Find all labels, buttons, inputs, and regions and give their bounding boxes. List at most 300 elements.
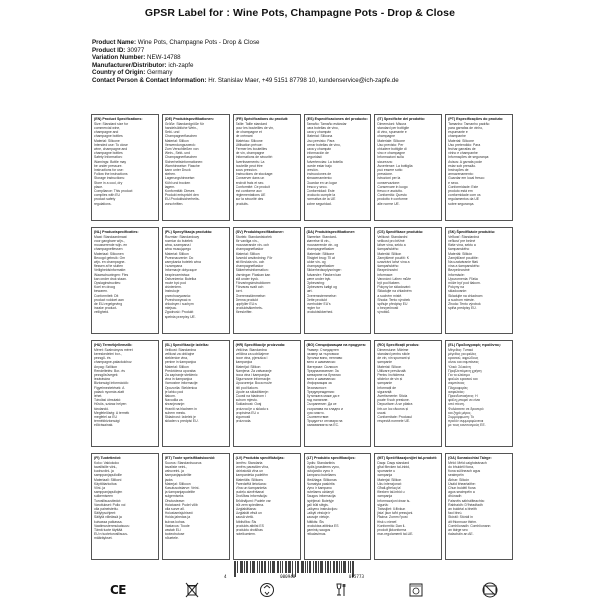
language-box (162, 227, 230, 334)
language-box-line: šampano buteliams (306, 473, 336, 478)
language-box-heading: (RO) Specificații produs: (377, 343, 420, 347)
barcode-bar (310, 561, 311, 573)
language-box-line: šampanjapudelite (164, 473, 192, 478)
language-box-line: Materiaali: Silikoni (94, 477, 122, 482)
language-box-line: pudeļu aizvēršanai (235, 490, 264, 495)
language-box-line: sigurtà: (377, 502, 389, 507)
language-box-line: под налягане. (306, 398, 329, 403)
language-box-line: faoi bhrú. (448, 511, 463, 516)
language-box-line: Conformiteit: Dit (94, 293, 119, 298)
language-box-line: Kasutusotstarve: Veini- (164, 486, 200, 491)
language-box-line: Guardar en un lugar (306, 180, 337, 185)
language-box-line: olla surve all. (164, 507, 185, 512)
barcode-bar (307, 561, 308, 573)
language-box-line: agus seaimpéin a (448, 490, 475, 495)
language-box-line: Ábhar: Silicón (448, 477, 470, 482)
language-box-line: Material: Silicone (94, 138, 120, 143)
language-box-line: presión. (306, 168, 319, 173)
language-box-line: Storage instructions: (94, 176, 125, 181)
language-box-line: бутилки вино, пенливо (306, 356, 343, 361)
barcode-bar (240, 561, 241, 573)
language-box-line: an buidéal a bheith (448, 507, 477, 512)
language-box-line: Follow the instructions (94, 172, 128, 177)
language-box-line: velikost za običajne (164, 352, 195, 356)
language-box-line: produktas atitinka ES (306, 523, 339, 528)
language-box-line: megfelel az EU (94, 415, 117, 420)
language-box-line: Φυλάσσετε σε δροσερό (448, 406, 484, 411)
language-box-line: olla paineistettu. (94, 507, 119, 512)
language-box (374, 227, 442, 334)
language-box-line: shranjevanje: (164, 402, 185, 407)
barcode-bar (320, 561, 321, 573)
language-box-line: Varování: Láhev může (377, 276, 412, 281)
language-box-line: Informazzjoni dwar is- (377, 498, 411, 503)
language-box-line: Depozitare: A se păstra (377, 402, 413, 407)
language-box-line: Informazioni sulla (377, 155, 404, 160)
language-box-line: wina, szampana i (164, 243, 192, 248)
language-box-line: Съответствие: (306, 415, 330, 420)
language-box-line: Varnostne informacije: (164, 381, 199, 386)
barcode-bar (270, 561, 271, 573)
language-box-line: réglementations UE (235, 193, 266, 198)
barcode-bar (237, 561, 238, 573)
language-box-line: para botellas de vino, (306, 126, 339, 130)
language-box-line: chiudere bottiglie di (377, 147, 407, 152)
language-box-line: Informacje dotyczące (164, 268, 197, 273)
barcode-bar (321, 561, 322, 573)
language-box-line: Størrelse: Standard- (306, 234, 338, 239)
language-box-line: Velikost: Standardna (164, 347, 196, 352)
language-box-line: Pentru închiderea (377, 373, 405, 378)
language-box-line: kuivas kohas. (164, 519, 186, 524)
language-box-line: tavallisille viini-, (94, 465, 118, 469)
language-box-line: και ξηρό μέρος. (448, 410, 472, 415)
language-box-line: сухо място. (306, 410, 325, 415)
language-box-line: Ohutusteave: (164, 498, 185, 503)
barcode-bar (254, 561, 255, 573)
language-box-heading: (FR) Spécifications du produit: (235, 117, 289, 121)
info-value: Germany (147, 69, 173, 77)
language-box-line: chłodnym i suchym (164, 302, 194, 307)
barcode-digit-group: 000948 (280, 574, 296, 579)
language-box-line: Velikost: Standardní (377, 234, 408, 239)
language-box-heading: (EN) Product Specifications: (94, 117, 143, 121)
language-box-line: veľkosť pre bežné (448, 239, 476, 243)
product-info (92, 39, 512, 85)
language-box-line: Shoda: Tento výrobek (377, 297, 411, 302)
barcode-bar (297, 561, 298, 573)
barcode-bar (262, 561, 263, 573)
language-box (233, 114, 301, 221)
language-box-line: Uso previsto: Para (306, 138, 335, 143)
info-value: Wine Pots, Champagne Pots - Drop & Close (137, 39, 260, 46)
language-box-line: att försluta vin- och (235, 260, 265, 265)
language-box-heading: (DA) Produktspecifikationer: (306, 230, 356, 234)
language-box-line: Koko: Vakiokoko (94, 460, 120, 465)
language-box-line: dhúnadh (448, 494, 462, 499)
language-box-line: sticlelor de vin și (377, 377, 403, 382)
language-box-line: Sicherheitsinformationen: (164, 159, 204, 164)
language-box-line: sausoje vietoje. (306, 515, 330, 520)
language-box-line: Drošības informācija: (235, 494, 268, 499)
language-box-line: torrt. (235, 289, 243, 294)
ce-mark-text: CE (109, 583, 126, 597)
language-box-line: Opslaginstructies: (94, 281, 121, 286)
barcode-bar (289, 561, 290, 573)
language-box (91, 114, 159, 221)
language-box-line: normativa de la UE (306, 197, 336, 202)
info-value: NEW-14788 (147, 54, 181, 62)
language-box-line: fechar garrafas de (448, 147, 476, 152)
language-box-line: Бутилката може да е (306, 394, 340, 399)
language-box-line: Materjal: Silikon (377, 477, 402, 482)
language-box-line: estar sob pressão. (448, 163, 477, 168)
language-box-line: Conserver dans un (235, 176, 265, 181)
language-box-line: Użu intenzjonat: (377, 481, 402, 486)
language-box (445, 227, 513, 334)
language-box-line: Upozorenja: Boca može (235, 381, 272, 386)
language-box-line: Įspėjimai: Butelyje (306, 498, 334, 503)
weee-bin-icon (167, 582, 217, 598)
language-box-line: noteikumiem. (235, 532, 256, 537)
language-box-line: Información de (306, 151, 329, 156)
language-box-line: Upozornenia: Fľaša (448, 276, 478, 281)
language-box-line: samppanjapullojen (94, 490, 123, 495)
language-box-line: proizvod je u skladu s (235, 406, 269, 411)
language-box-line: Stóráil: Stóráil in (448, 515, 473, 520)
language-box-heading: (PL) Specyfikacja produktu: (164, 230, 213, 234)
language-box-line: fíona súilíneach agus (448, 469, 481, 474)
language-box-heading: (HR) Specifikacije proizvoda: (235, 343, 286, 347)
language-box-line: Conformità: Questo (377, 193, 407, 198)
language-box-line: Materiāls: Silikons (235, 477, 263, 482)
barcode-bar (303, 561, 304, 573)
language-box-line: Размер: Стандартен (306, 347, 339, 352)
language-box-line: produktsikkerhed. (306, 310, 334, 315)
language-box-line: regulations. (94, 201, 112, 206)
barcode-bar (330, 561, 331, 573)
language-box-line: Taille: Taille standard (235, 121, 268, 126)
language-box-line: Hoiustamisjuhised: (164, 511, 194, 516)
barcode-bar (313, 561, 314, 573)
barcode-bar (302, 561, 303, 573)
language-box-line: Съхранение: Да се (306, 402, 337, 407)
language-box-line: Materiaal: Siliconen (94, 251, 124, 256)
language-box-line: Laikymo instrukcijos: (306, 507, 338, 512)
language-box-line: Advarsler: Flasken kan (306, 272, 341, 277)
language-box (445, 340, 513, 447)
barcode-bar (253, 561, 254, 573)
language-box-line: Sukladnost: Ovaj (235, 402, 262, 407)
language-box-line: Storlek: Standardstorlek (235, 234, 272, 239)
language-box-line: kereskedelmi bor-, (94, 352, 122, 356)
language-box-line: Informações de segurança: (448, 155, 490, 160)
language-box-line: kan onder druk staan. (94, 276, 127, 281)
language-box-line: informácie: (448, 272, 465, 277)
info-row (92, 69, 512, 77)
language-box-line: Uzglabāšana: (235, 507, 257, 512)
language-box-line: вино и шампанско (306, 377, 336, 382)
barcode-bar (259, 561, 260, 573)
barcode-bar (343, 561, 344, 573)
language-box-line: Opbevares køligt og (306, 285, 337, 290)
language-box-line: Predvidena uporaba: (164, 368, 197, 373)
language-box-line: stehen. (164, 172, 176, 177)
language-box-line: sur la sécurité des (235, 197, 264, 202)
language-box-line: siguranță: (377, 389, 393, 394)
language-box-line: lezárására (94, 377, 110, 382)
language-box-line: Kühl und trocken (164, 180, 191, 185)
barcode-bar (334, 561, 335, 573)
language-box-heading: (ET) Toote spetsifikatsioonid: (164, 456, 216, 460)
language-box-line: tlakom. (164, 394, 176, 399)
language-box-line: regulamentos da UE (448, 197, 480, 202)
language-box-line: Upute za skladištenje: (235, 389, 269, 394)
language-box-line: Προειδοποιήσεις: Η (448, 394, 478, 399)
language-box-line: może być pod (164, 281, 186, 286)
language-box-line: be under pressure. (94, 163, 123, 168)
language-box-line: Konformität: Dieses (164, 189, 195, 194)
language-box-line: Varningar: Flaskan kan (235, 272, 271, 277)
language-box-line: șampanie (377, 381, 393, 386)
language-box-line: lagern. (164, 184, 176, 189)
language-box-line: boca vina i šampanjca (235, 373, 270, 378)
language-box (445, 114, 513, 221)
language-box-line: Instrukcje (164, 289, 180, 294)
barcode-bar (277, 561, 278, 573)
language-box-line: Brīdinājumi: Pudele var (235, 498, 271, 503)
language-box-line: buteliams uždaryti (306, 490, 334, 495)
language-box-line: samppanjapulloille (94, 473, 122, 478)
language-box-heading: (SK) Špecifikácie produktu: (448, 230, 496, 234)
language-box (233, 453, 301, 560)
language-box-line: wijn- en champagne- (94, 260, 126, 265)
barcode-digits (224, 574, 364, 579)
language-box-line: mousserende wijn- en (94, 243, 128, 248)
language-box-line: Čuvati na hladnom i (235, 394, 266, 399)
language-box-line: Avsedd användning: För (235, 255, 273, 260)
language-box-line: Продуктът отговаря на (306, 419, 343, 424)
barcode-bar (280, 561, 281, 573)
barcode-bar (261, 561, 262, 573)
barcode-bar (341, 561, 342, 573)
barcode-bar (327, 561, 328, 573)
language-box-line: commercial wine, (94, 126, 121, 130)
language-box-line: Overensstemmelse: (306, 293, 337, 298)
language-box-line: Dimensiune: Mărime (377, 347, 409, 352)
language-box-heading: (FI) Tuotetiedot: (94, 456, 122, 460)
language-box (233, 340, 301, 447)
barcode-bar (339, 561, 340, 573)
language-box-line: vahuveini- ja (164, 469, 184, 474)
language-box-line: áit fhionnuar thirim. (448, 519, 477, 524)
language-box-line: Rabhaidh: D'fhéadfadh (448, 502, 483, 507)
language-box-line: Instructions for use: (94, 168, 124, 173)
language-box-line: gaminių saugos (306, 528, 331, 533)
language-box-line: seguridad: (306, 155, 323, 160)
recycle-icon (242, 582, 292, 598)
language-box-line: standard pentru sticle (377, 352, 410, 356)
barcode-bar (316, 561, 317, 573)
language-box-line: e seco. (448, 180, 460, 185)
language-box-line: Anyag: Szilikon (94, 364, 118, 369)
language-box-line: sobre seguridad. (306, 201, 332, 206)
language-box-line: Dimensioni: Misura (377, 121, 407, 126)
language-box-line: kuohuviini- ja (94, 469, 114, 474)
language-box-line: cava y champán (306, 130, 332, 135)
barcode-bar (273, 561, 274, 573)
language-box-line: sigurnosti (235, 415, 251, 420)
language-box-line: jista' jkun taħt pressjoni. (377, 511, 414, 516)
language-box-line: Atbilstība: Šis (235, 519, 257, 524)
language-box-line: προϊόν συμμορφώνεται (448, 419, 484, 424)
barcode-bar (268, 561, 269, 573)
language-box-line: produkts atbilst ES (235, 523, 264, 528)
language-box-line: fliexken tal-inbid u (377, 490, 405, 495)
barcode-bar (286, 561, 287, 573)
barcode-bar (350, 561, 351, 573)
language-box-line: wina musującego (164, 247, 192, 252)
language-box-line: Biztonsági információk: (94, 381, 129, 386)
language-box-heading: (MT) Speċifikazzjonijiet tal-prodott: (377, 456, 438, 460)
info-row (92, 47, 512, 55)
language-box-line: Produkt entspricht den (164, 193, 199, 198)
info-value: Hr. Stanislav Maer, +49 5151 87798 10, kundenservice@ich-zapfe.de (208, 76, 399, 84)
language-box-line: størrelse til vin-, (306, 239, 331, 243)
language-box-line: reikalavimus. (306, 532, 327, 537)
language-box-line: Paredzētā lietošana: (235, 481, 267, 486)
language-box-line: være under tryk. (306, 276, 332, 281)
info-label: Country of Origin: (92, 69, 146, 77)
language-box-line: Vaatimustenmukaisuus: (94, 523, 130, 528)
language-box-line: Conformité: Ce produit (235, 184, 270, 189)
barcode-bar (274, 561, 275, 573)
language-box-line: champagne bottles (94, 134, 123, 139)
language-box-line: Material: Silikon (235, 251, 260, 256)
language-box-line: prodotto è conforme (377, 197, 408, 202)
barcode-bar (337, 561, 338, 573)
language-box-line: EU-Produktsicherheits- (164, 197, 200, 202)
language-box-line: lehet. (94, 394, 103, 399)
language-box-line: spĺňa predpisy EÚ. (448, 306, 477, 311)
language-box-line: Beoogd gebruik: Om (94, 255, 126, 260)
language-box-line: Konformità: Dan il- (377, 523, 406, 528)
barcode-bar (345, 561, 346, 573)
language-box-line: pezsgő- és (94, 356, 111, 361)
language-box-heading: (HU) Termékjellemzők: (94, 343, 133, 347)
barcode-bar (265, 561, 266, 573)
language-box-line: Veiligheidsinformatie: (94, 268, 127, 273)
language-box-line: Materiale: Silikone (306, 251, 335, 256)
language-box-line: penine in šampanjca (164, 360, 196, 365)
language-box-heading: (NL) Productspecificaties: (94, 230, 139, 234)
language-box-line: bewaren. (94, 289, 108, 294)
language-box-line: šampanjca (235, 360, 253, 365)
language-box-line: endroit frais et sec. (235, 180, 265, 185)
language-box-heading: (IT) Specifiche del prodotto: (377, 117, 426, 121)
language-box-line: produktu drošības (235, 528, 263, 533)
language-box-line: Fermer les bouteilles (235, 147, 268, 152)
language-box-line: palack nyomás alatt (94, 389, 124, 394)
language-box-line: veiligheid. (94, 310, 110, 315)
language-box-line: Materiał: Silikon (164, 251, 189, 256)
language-box-line: Για το κλείσιμο (448, 373, 470, 378)
barcode-bar (247, 561, 248, 573)
language-box-line: tørt. (306, 289, 313, 294)
language-box-line: Hűvös, száraz helyen (94, 402, 127, 407)
language-box-line: Предупреждения: (306, 389, 335, 394)
language-box-line: Säilytysohjeet: (94, 511, 116, 516)
language-box-line: Vīna un šampanieša (235, 486, 267, 491)
language-box-line: zamykania butelek wina (164, 260, 201, 265)
barcode-digit-group: 4 (224, 574, 227, 579)
language-box-line: Méid: Méid caighdeánach (448, 460, 487, 465)
language-box-line: produktsäkerhets- (235, 306, 263, 311)
language-box-line: φιαλών κρασιού και (448, 377, 478, 382)
info-label: Manufacturer/Distributor: (92, 61, 167, 69)
language-box-line: Megfelelőség: A termék (94, 410, 130, 415)
language-box-line: sobre segurança. (448, 201, 475, 206)
language-box-line: voor gangbare wijn-, (94, 239, 125, 243)
language-box-line: sausā vietā. (235, 515, 254, 520)
language-box-line: propisima EU o (235, 410, 259, 415)
language-box-line: Waarschuwingen: Fles (94, 272, 129, 277)
language-box-line: Store in a cool, dry (94, 180, 123, 185)
info-row (92, 77, 512, 85)
language-box-line: champagneflaskor (235, 247, 264, 252)
compliance-symbols (93, 582, 515, 598)
language-box-line: Maat: Standaardmaat (94, 234, 127, 239)
barcode-bar (242, 561, 243, 573)
language-box-line: vorschriften. (164, 201, 184, 206)
barcode-bar (328, 561, 329, 573)
language-box-line: biti pod tlakom. (235, 385, 259, 390)
language-box-line: Suurus: Standardsuurus (164, 460, 202, 465)
language-box-line: Conformidad: Este (306, 189, 335, 194)
language-box (91, 453, 159, 560)
language-box-heading: (BG) Спецификации на продукта: (306, 343, 367, 347)
language-box-line: product safety (94, 197, 116, 202)
language-box-line: Materjal: Silikoon (164, 481, 191, 486)
language-box-line: conservazione: (377, 180, 401, 185)
language-box-line: Zhoda: Tento výrobok (448, 302, 481, 307)
language-box-line: place. (94, 184, 104, 189)
language-box-line: Na uzatváranie fliaš (448, 260, 478, 265)
language-box-line: Méret: Szabványos méret (94, 347, 133, 352)
language-box-line: Överensstämmelse: (235, 293, 266, 298)
barcode-bar (305, 561, 306, 573)
language-box-line: sulgemiseks (164, 494, 184, 499)
language-box-line: Champagnerflaschen (164, 134, 198, 139)
language-box-line: Verwendungszweck: (164, 142, 196, 147)
language-box-line: Uso previsto: Per (377, 142, 404, 147)
language-box-heading: (PT) Especificações do produto: (448, 117, 504, 121)
language-box-line: Skladnost: Izdelek je (164, 415, 196, 420)
language-box-line: ja šampanjapudelite (164, 490, 195, 495)
language-box-line: pressione. (377, 172, 393, 177)
language-box-line: Materiál: Silikon (377, 251, 402, 256)
language-box-line: Υλικό: Σιλικόνη (448, 364, 471, 369)
language-box-line: Συμμόρφωση: Το (448, 415, 475, 420)
language-box-line: champagneflasker (306, 264, 335, 269)
language-box-line: Hraniti na hladnem in (164, 406, 197, 411)
language-box-line: a suchom mieste. (448, 297, 475, 302)
language-box-line: champagneflessen (94, 247, 123, 252)
language-box-line: cerrar botellas de vino, (306, 142, 341, 147)
language-box-line: Tämä tuote täyttää (94, 528, 123, 533)
language-box-line: môže byť pod tlakom. (448, 281, 481, 286)
language-box-line: Champagnerflaschen (164, 155, 198, 160)
